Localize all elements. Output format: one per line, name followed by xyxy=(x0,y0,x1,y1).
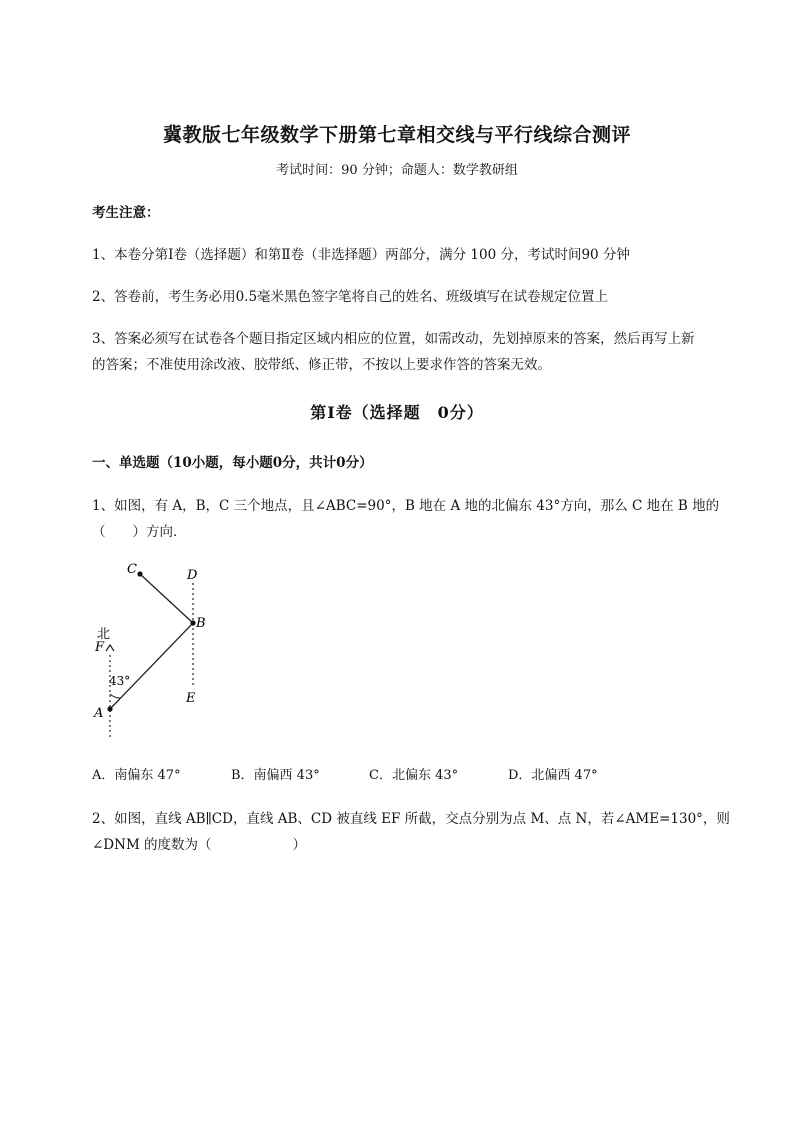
notice-heading: 考生注意： xyxy=(92,205,160,221)
option-a[interactable]: A．南偏东 47° xyxy=(92,768,181,783)
label-e: E xyxy=(186,691,196,706)
option-c[interactable]: C．北偏东 43° xyxy=(369,768,459,783)
section-title: 第Ⅰ卷（选择题 0分） xyxy=(310,403,484,422)
question-2-text: 2、如图，直线 AB∥CD，直线 AB、CD 被直线 EF 所截，交点分别为点 M、点 N，若∠AME=130°，则 xyxy=(92,811,730,827)
notice-item-3: 3、答案必须写在试卷各个题目指定区域内相应的位置，如需改动，先划掉原来的答案，然后再写上新 xyxy=(92,331,695,347)
point-a xyxy=(107,706,112,711)
exam-subtitle: 考试时间：90 分钟；命题人：数学教研组 xyxy=(276,163,518,178)
question-2-text-continued: ∠DNM 的度数为（ ） xyxy=(92,837,307,853)
point-b xyxy=(190,620,195,625)
point-c xyxy=(137,571,142,576)
label-angle: 43° xyxy=(109,674,131,688)
option-b[interactable]: B．南偏西 43° xyxy=(231,768,320,783)
label-f: F xyxy=(95,640,105,655)
question-1-text-continued: （ ）方向． xyxy=(92,524,187,540)
segment-cb xyxy=(140,574,193,623)
option-d[interactable]: D．北偏西 47° xyxy=(508,768,598,783)
notice-item-3-continued: 的答案；不准使用涂改液、胶带纸、修正带，不按以上要求作答的答案无效。 xyxy=(92,357,551,373)
label-a: A xyxy=(94,706,104,721)
question-1-options xyxy=(92,764,598,783)
label-d: D xyxy=(187,568,198,583)
part-heading: 一、单选题（10小题，每小题0分，共计0分） xyxy=(92,455,373,471)
label-c: C xyxy=(127,562,137,577)
notice-item-1: 1、本卷分第Ⅰ卷（选择题）和第Ⅱ卷（非选择题）两部分，满分 100 分，考试时间90 分钟 xyxy=(92,247,630,263)
document-title: 冀教版七年级数学下册第七章相交线与平行线综合测评 xyxy=(162,124,631,146)
question-1-figure xyxy=(85,555,225,745)
segment-ab xyxy=(110,623,193,709)
angle-arc xyxy=(110,694,120,698)
label-b: B xyxy=(196,616,206,631)
label-north: 北 xyxy=(97,627,111,642)
question-1-text: 1、如图，有 A，B，C 三个地点，且∠ABC=90°，B 地在 A 地的北偏东 43°方向，那么 C 地在 B 地的 xyxy=(92,498,720,514)
north-arrow-icon xyxy=(106,645,114,651)
notice-item-2: 2、答卷前，考生务必用0.5毫米黑色签字笔将自己的姓名、班级填写在试卷规定位置上 xyxy=(92,289,609,305)
